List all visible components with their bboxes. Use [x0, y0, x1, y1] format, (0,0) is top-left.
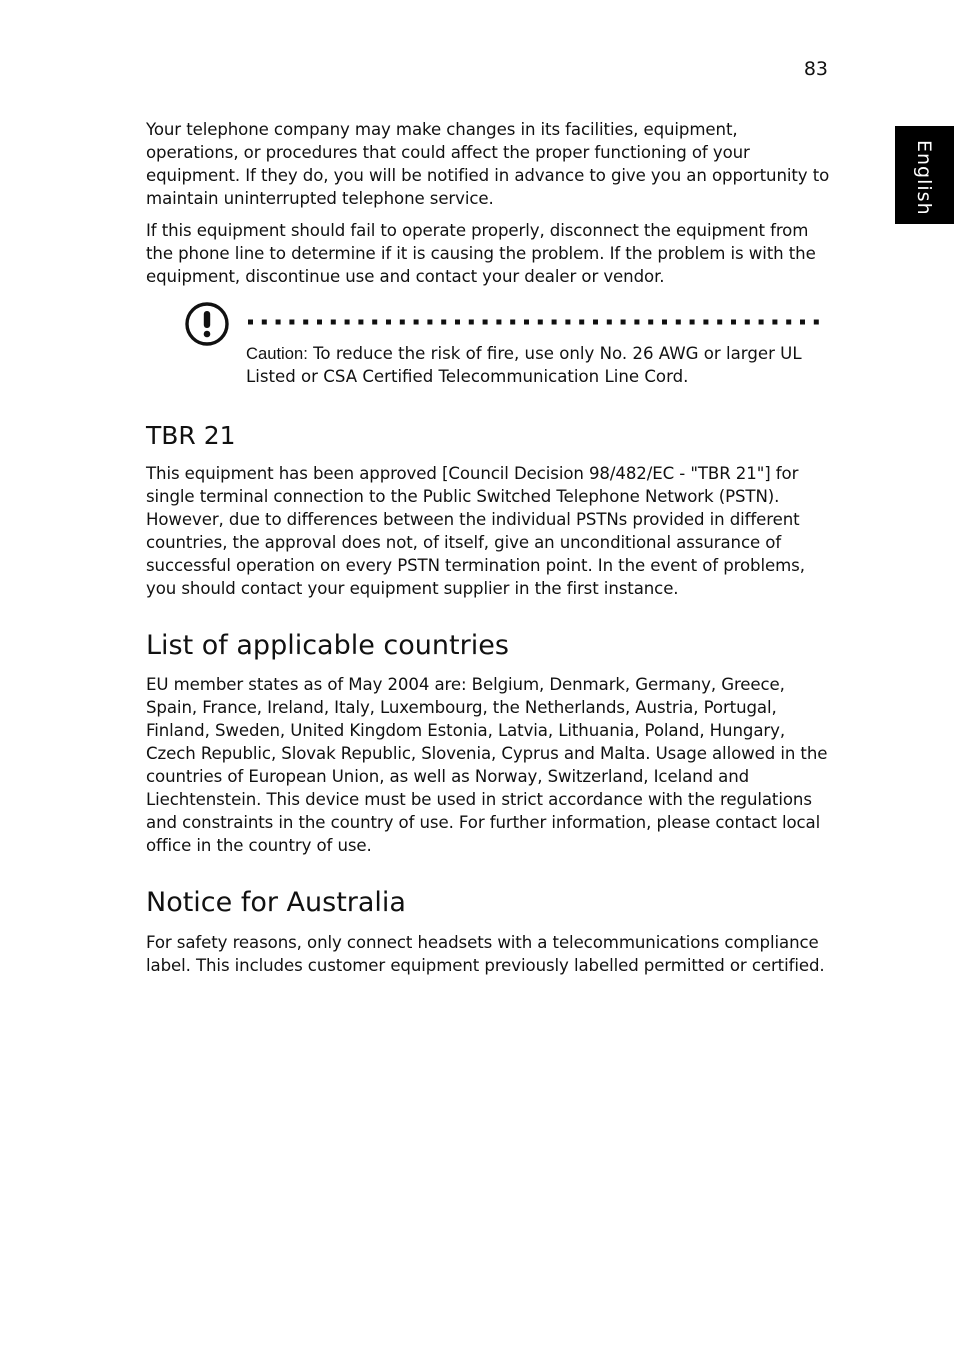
page-number: 83 [803, 58, 828, 80]
section-australia [146, 887, 830, 977]
section-tbr21 [146, 420, 830, 600]
intro-paragraph-2: If this equipment should fail to operate properly, disconnect the equipment from the phone line to determine if it is causing the problem. If the problem is with the equipment, discontinue use and contact your dealer or vendor. [146, 221, 816, 286]
side-tab-label: English [913, 140, 935, 216]
caution-label: Caution: [246, 344, 308, 363]
language-side-tab [895, 126, 954, 224]
caution-body: To reduce the risk of fire, use only No. 26 AWG or larger UL Listed or CSA Certified Telecommunication Line Cord. [246, 344, 802, 386]
section-countries [146, 630, 830, 857]
intro-paragraph-1: Your telephone company may make changes in its facilities, equipment, operations, or procedures that could affect the proper functioning of your equipment. If they do, you will be notified in advance to give you an opportunity to maintain uninterrupted telephone service. [146, 120, 830, 208]
caution-note [246, 342, 830, 388]
countries-paragraph: EU member states as of May 2004 are: Belgium, Denmark, Germany, Greece, Spain, France, Ireland, Italy, Luxembourg, the Netherlands, Austria, Portugal, Finland, Sweden, United Kingdom Estonia, Latvia, Lithuania, Poland, Hungary, Czech Republic, Slovak Republic, Slovenia, Cyprus and Malta. Usage allowed in the countries of European Union, as well as Norway, Switzerland, Iceland and Liechtenstein. This device must be used in strict accordance with the regulations and constraints in the country of use. For further information, please contact local office in the country of use. [146, 675, 828, 855]
tbr21-heading: TBR 21 [146, 421, 236, 450]
exclamation-circle-icon [184, 301, 230, 347]
australia-heading: Notice for Australia [146, 887, 406, 918]
caution-divider [246, 319, 824, 325]
tbr21-paragraph: This equipment has been approved [Council Decision 98/482/EC - "TBR 21"] for single terminal connection to the Public Switched Telephone Network (PSTN). However, due to differences between the individual PSTNs provided in different countries, the approval does not, of itself, give an unconditional assurance of successful operation on every PSTN termination point. In the event of problems, you should contact your equipment supplier in the first instance. [146, 464, 805, 598]
intro-block [146, 118, 830, 288]
australia-paragraph: For safety reasons, only connect headsets with a telecommunications compliance label. This includes customer equipment previously labelled permitted or certified. [146, 933, 825, 975]
countries-heading: List of applicable countries [146, 630, 509, 661]
